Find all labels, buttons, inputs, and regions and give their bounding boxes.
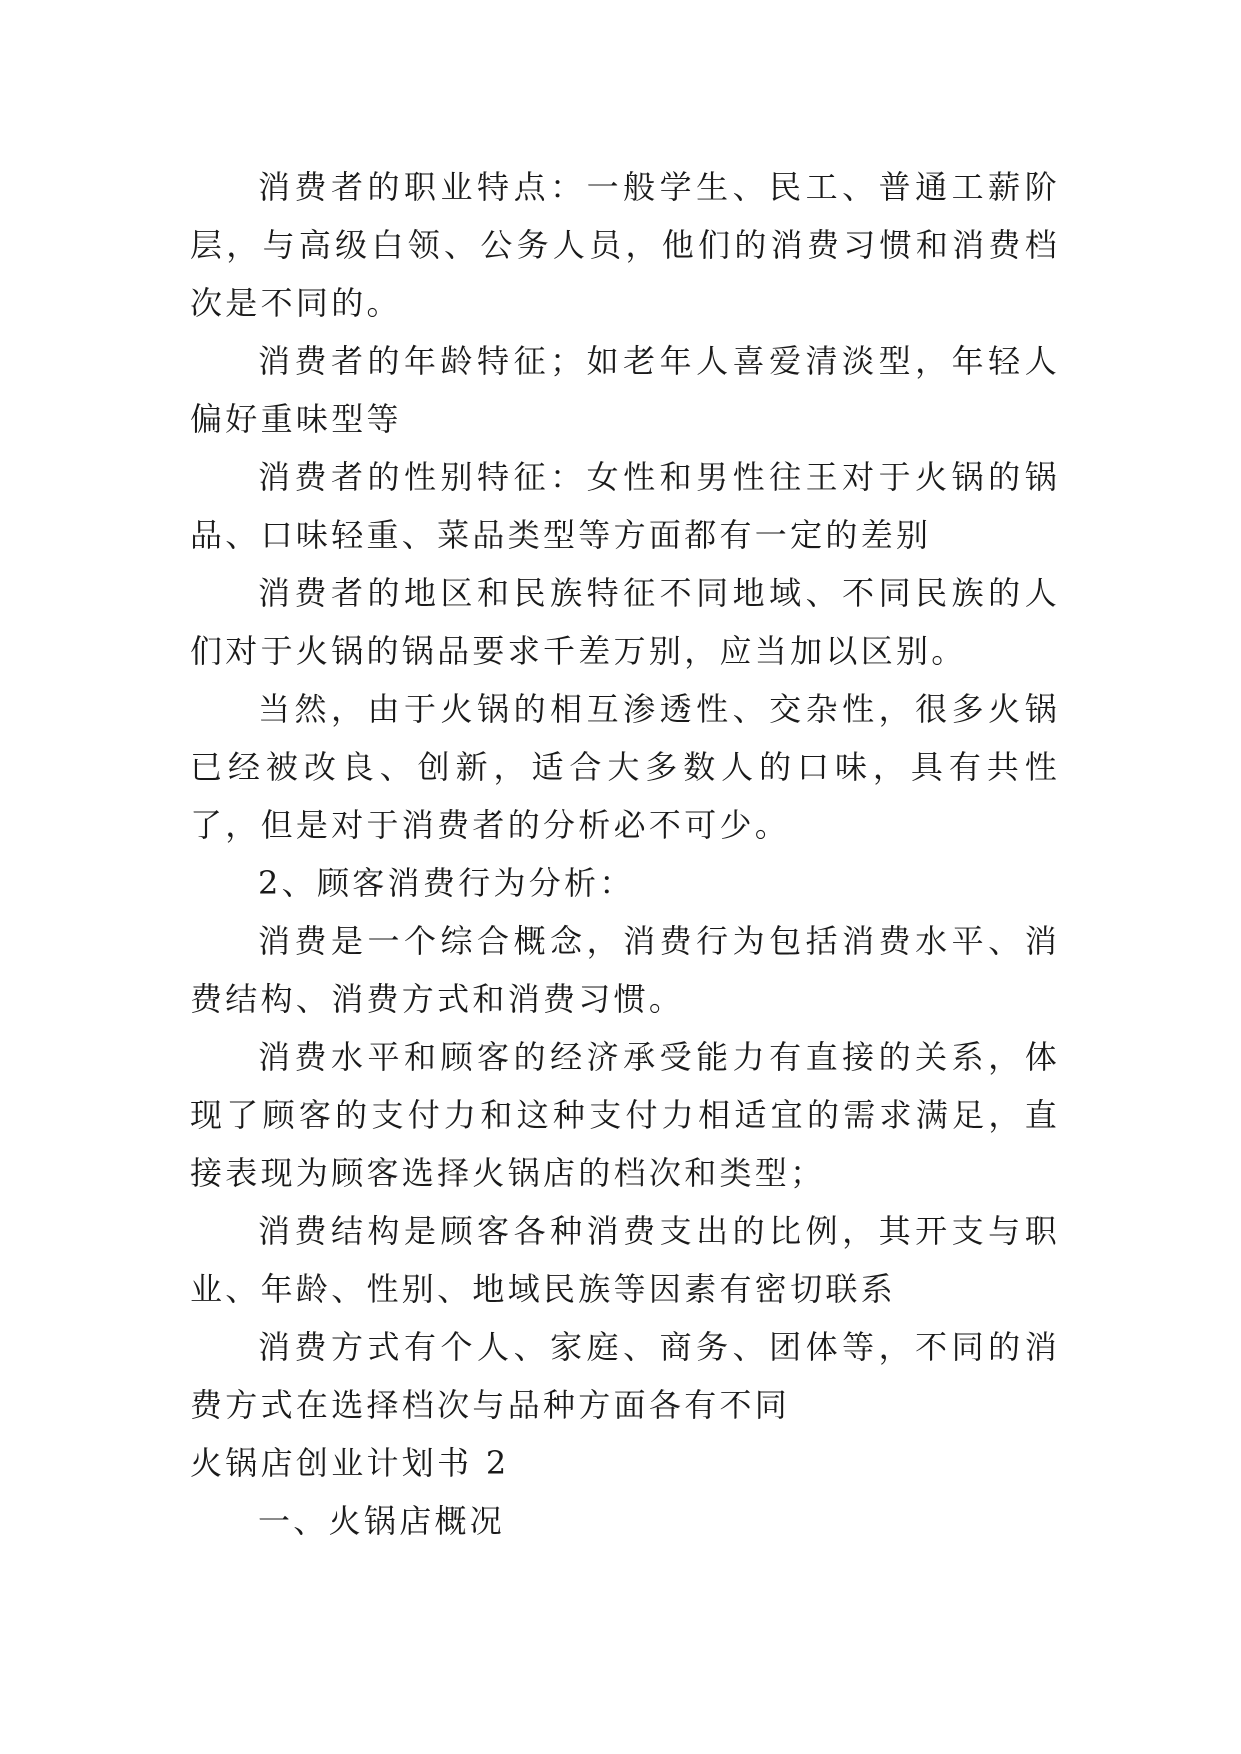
subsection-title: 一、火锅店概况 [258, 1502, 506, 1540]
paragraph-gender: 消费者的性别特征：女性和男性往王对于火锅的锅品、口味轻重、菜品类型等方面都有一定的差别 [190, 458, 1060, 554]
paragraph-consumption-concept: 消费是一个综合概念，消费行为包括消费水平、消费结构、消费方式和消费习惯。 [190, 922, 1060, 1018]
paragraph-consumption-mode: 消费方式有个人、家庭、商务、团体等，不同的消费方式在选择档次与品种方面各有不同 [190, 1328, 1060, 1424]
section-title: 火锅店创业计划书 2 [190, 1444, 510, 1482]
paragraph-consumption-structure: 消费结构是顾客各种消费支出的比例，其开支与职业、年龄、性别、地域民族等因素有密切联系 [190, 1212, 1060, 1308]
heading-behavior-analysis: 2、顾客消费行为分析： [258, 864, 635, 902]
document-body [190, 158, 1060, 1550]
paragraph-age: 消费者的年龄特征；如老年人喜爱清淡型，年轻人偏好重味型等 [190, 342, 1060, 438]
paragraph-consumption-level: 消费水平和顾客的经济承受能力有直接的关系，体现了顾客的支付力和这种支付力相适宜的需求满足，直接表现为顾客选择火锅店的档次和类型； [190, 1038, 1060, 1192]
paragraph-region: 消费者的地区和民族特征不同地域、不同民族的人们对于火锅的锅品要求千差万别，应当加以区别。 [190, 574, 1060, 670]
paragraph-of-course: 当然，由于火锅的相互渗透性、交杂性，很多火锅已经被改良、创新，适合大多数人的口味，具有共性了，但是对于消费者的分析必不可少。 [190, 690, 1060, 844]
paragraph-occupation: 消费者的职业特点：一般学生、民工、普通工薪阶层，与高级白领、公务人员，他们的消费习惯和消费档次是不同的。 [190, 168, 1060, 322]
